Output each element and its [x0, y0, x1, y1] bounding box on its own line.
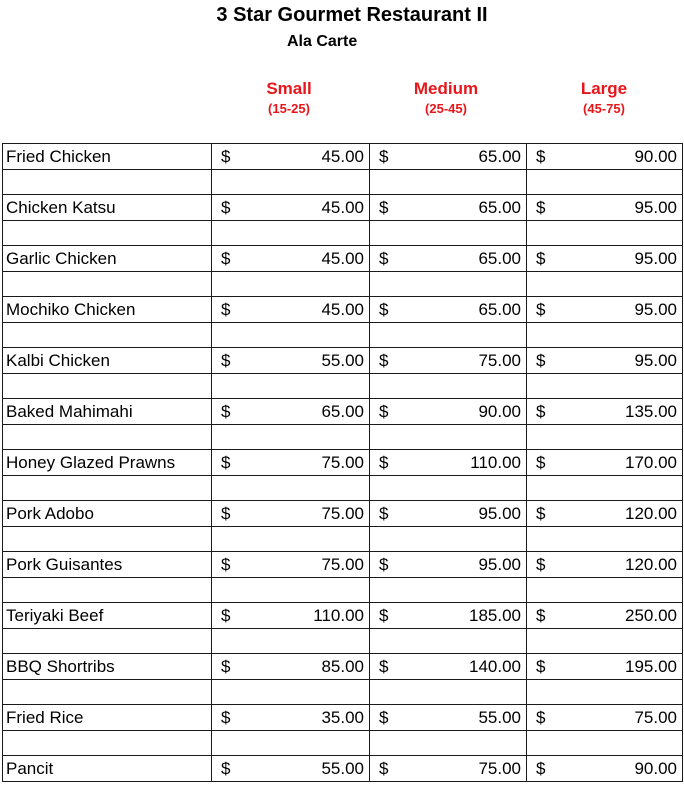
price-cell-small	[212, 195, 370, 221]
menu-subtitle: Ala Carte	[287, 33, 358, 50]
currency-symbol: $	[379, 198, 389, 217]
price-cell-medium	[370, 246, 527, 272]
empty-cell	[212, 170, 370, 195]
price-value: 120.00	[625, 504, 677, 523]
price-value: 75.00	[321, 504, 364, 523]
currency-symbol: $	[536, 504, 546, 523]
empty-cell	[3, 476, 212, 501]
empty-cell	[527, 221, 683, 246]
price-value: 95.00	[634, 351, 677, 370]
price-cell-large	[527, 501, 683, 527]
empty-cell	[3, 425, 212, 450]
price-value: 185.00	[469, 606, 521, 625]
price-value: 140.00	[469, 657, 521, 676]
currency-symbol: $	[221, 759, 231, 778]
currency-symbol: $	[379, 504, 389, 523]
currency-symbol: $	[379, 300, 389, 319]
menu-row	[3, 654, 683, 680]
price-value: 55.00	[321, 351, 364, 370]
empty-cell	[527, 374, 683, 399]
empty-cell	[212, 527, 370, 552]
currency-symbol: $	[379, 606, 389, 625]
currency-symbol: $	[221, 453, 231, 472]
empty-cell	[212, 272, 370, 297]
price-value: 250.00	[625, 606, 677, 625]
currency-symbol: $	[221, 504, 231, 523]
spacer-row	[3, 527, 683, 552]
price-value: 45.00	[321, 198, 364, 217]
price-cell-large	[527, 399, 683, 425]
price-value: 55.00	[321, 759, 364, 778]
empty-cell	[212, 629, 370, 654]
empty-cell	[212, 425, 370, 450]
currency-symbol: $	[536, 351, 546, 370]
menu-row	[3, 144, 683, 170]
price-value: 90.00	[634, 147, 677, 166]
price-cell-small	[212, 501, 370, 527]
price-cell-small	[212, 297, 370, 323]
currency-symbol: $	[379, 147, 389, 166]
spacer-row	[3, 170, 683, 195]
price-value: 35.00	[321, 708, 364, 727]
item-name: Mochiko Chicken	[3, 297, 212, 323]
price-value: 75.00	[478, 759, 521, 778]
size-name: Large	[580, 79, 628, 98]
price-value: 95.00	[478, 555, 521, 574]
empty-cell	[3, 527, 212, 552]
empty-cell	[3, 578, 212, 603]
empty-cell	[212, 731, 370, 756]
empty-cell	[370, 221, 527, 246]
currency-symbol: $	[221, 555, 231, 574]
currency-symbol: $	[379, 657, 389, 676]
item-name: Pork Guisantes	[3, 552, 212, 578]
empty-cell	[527, 476, 683, 501]
empty-cell	[527, 425, 683, 450]
menu-row	[3, 603, 683, 629]
price-value: 110.00	[313, 606, 364, 625]
menu-row	[3, 348, 683, 374]
currency-symbol: $	[536, 555, 546, 574]
price-table	[2, 143, 683, 782]
price-value: 170.00	[625, 453, 677, 472]
item-name: Chicken Katsu	[3, 195, 212, 221]
spacer-row	[3, 425, 683, 450]
price-table-body	[3, 144, 683, 782]
price-cell-medium	[370, 705, 527, 731]
price-value: 90.00	[634, 759, 677, 778]
empty-cell	[3, 680, 212, 705]
price-value: 65.00	[321, 402, 364, 421]
spacer-row	[3, 221, 683, 246]
price-cell-large	[527, 705, 683, 731]
empty-cell	[370, 680, 527, 705]
price-value: 195.00	[625, 657, 677, 676]
size-header-small	[209, 78, 369, 118]
price-cell-small	[212, 552, 370, 578]
price-cell-medium	[370, 654, 527, 680]
price-cell-large	[527, 195, 683, 221]
menu-row	[3, 246, 683, 272]
price-value: 95.00	[478, 504, 521, 523]
empty-cell	[527, 629, 683, 654]
currency-symbol: $	[221, 147, 231, 166]
size-header-large	[524, 78, 684, 118]
spacer-row	[3, 680, 683, 705]
empty-cell	[527, 272, 683, 297]
item-name: BBQ Shortribs	[3, 654, 212, 680]
price-value: 95.00	[634, 249, 677, 268]
currency-symbol: $	[536, 300, 546, 319]
spacer-row	[3, 629, 683, 654]
currency-symbol: $	[221, 657, 231, 676]
currency-symbol: $	[379, 249, 389, 268]
empty-cell	[212, 374, 370, 399]
price-cell-large	[527, 450, 683, 476]
price-cell-medium	[370, 603, 527, 629]
currency-symbol: $	[536, 759, 546, 778]
spacer-row	[3, 323, 683, 348]
size-range: (15-25)	[268, 101, 310, 116]
size-name: Medium	[413, 79, 479, 98]
currency-symbol: $	[536, 606, 546, 625]
menu-row	[3, 705, 683, 731]
price-value: 45.00	[321, 300, 364, 319]
empty-cell	[370, 425, 527, 450]
empty-cell	[212, 221, 370, 246]
currency-symbol: $	[221, 300, 231, 319]
empty-cell	[3, 272, 212, 297]
price-cell-medium	[370, 552, 527, 578]
empty-cell	[527, 680, 683, 705]
currency-symbol: $	[536, 249, 546, 268]
price-cell-large	[527, 654, 683, 680]
price-cell-small	[212, 654, 370, 680]
menu-row	[3, 195, 683, 221]
price-value: 75.00	[634, 708, 677, 727]
item-name: Pork Adobo	[3, 501, 212, 527]
size-header-medium	[366, 78, 526, 118]
price-value: 75.00	[321, 453, 364, 472]
price-cell-large	[527, 552, 683, 578]
price-cell-large	[527, 756, 683, 782]
price-value: 45.00	[321, 147, 364, 166]
price-value: 95.00	[634, 300, 677, 319]
currency-symbol: $	[536, 402, 546, 421]
empty-cell	[212, 323, 370, 348]
price-cell-medium	[370, 297, 527, 323]
item-name: Fried Rice	[3, 705, 212, 731]
currency-symbol: $	[379, 453, 389, 472]
currency-symbol: $	[536, 708, 546, 727]
price-cell-small	[212, 756, 370, 782]
price-value: 75.00	[478, 351, 521, 370]
empty-cell	[370, 476, 527, 501]
empty-cell	[212, 578, 370, 603]
empty-cell	[370, 731, 527, 756]
price-value: 135.00	[625, 402, 677, 421]
price-value: 75.00	[321, 555, 364, 574]
currency-symbol: $	[379, 555, 389, 574]
price-cell-medium	[370, 399, 527, 425]
price-value: 65.00	[478, 198, 521, 217]
price-cell-small	[212, 705, 370, 731]
menu-row	[3, 297, 683, 323]
currency-symbol: $	[379, 351, 389, 370]
empty-cell	[527, 170, 683, 195]
price-cell-large	[527, 246, 683, 272]
spacer-row	[3, 476, 683, 501]
price-value: 95.00	[634, 198, 677, 217]
currency-symbol: $	[536, 198, 546, 217]
menu-row	[3, 501, 683, 527]
price-cell-medium	[370, 144, 527, 170]
item-name: Garlic Chicken	[3, 246, 212, 272]
empty-cell	[212, 680, 370, 705]
price-value: 65.00	[478, 249, 521, 268]
empty-cell	[370, 323, 527, 348]
size-range: (25-45)	[425, 101, 467, 116]
spacer-row	[3, 578, 683, 603]
price-cell-medium	[370, 756, 527, 782]
price-value: 55.00	[478, 708, 521, 727]
price-value: 85.00	[321, 657, 364, 676]
empty-cell	[3, 221, 212, 246]
price-cell-large	[527, 603, 683, 629]
empty-cell	[527, 527, 683, 552]
price-value: 45.00	[321, 249, 364, 268]
item-name: Teriyaki Beef	[3, 603, 212, 629]
price-cell-small	[212, 144, 370, 170]
price-cell-medium	[370, 450, 527, 476]
item-name: Fried Chicken	[3, 144, 212, 170]
empty-cell	[370, 170, 527, 195]
price-value: 110.00	[470, 453, 521, 472]
currency-symbol: $	[221, 402, 231, 421]
price-cell-large	[527, 144, 683, 170]
empty-cell	[527, 731, 683, 756]
size-name: Small	[266, 79, 312, 98]
item-name: Honey Glazed Prawns	[3, 450, 212, 476]
currency-symbol: $	[536, 147, 546, 166]
menu-row	[3, 399, 683, 425]
currency-symbol: $	[221, 249, 231, 268]
currency-symbol: $	[221, 606, 231, 625]
item-name: Pancit	[3, 756, 212, 782]
currency-symbol: $	[379, 759, 389, 778]
currency-symbol: $	[536, 657, 546, 676]
size-range: (45-75)	[583, 101, 625, 116]
price-cell-large	[527, 297, 683, 323]
price-value: 120.00	[625, 555, 677, 574]
empty-cell	[370, 578, 527, 603]
spacer-row	[3, 272, 683, 297]
currency-symbol: $	[221, 351, 231, 370]
empty-cell	[3, 629, 212, 654]
empty-cell	[527, 323, 683, 348]
empty-cell	[3, 374, 212, 399]
empty-cell	[370, 272, 527, 297]
currency-symbol: $	[379, 402, 389, 421]
currency-symbol: $	[221, 708, 231, 727]
price-value: 65.00	[478, 147, 521, 166]
price-cell-small	[212, 450, 370, 476]
menu-row	[3, 756, 683, 782]
price-cell-small	[212, 348, 370, 374]
empty-cell	[3, 323, 212, 348]
empty-cell	[370, 374, 527, 399]
empty-cell	[3, 170, 212, 195]
item-name: Baked Mahimahi	[3, 399, 212, 425]
empty-cell	[370, 629, 527, 654]
price-cell-medium	[370, 348, 527, 374]
menu-row	[3, 552, 683, 578]
price-value: 90.00	[478, 402, 521, 421]
price-cell-large	[527, 348, 683, 374]
price-cell-medium	[370, 195, 527, 221]
currency-symbol: $	[379, 708, 389, 727]
price-cell-small	[212, 399, 370, 425]
menu-row	[3, 450, 683, 476]
price-cell-medium	[370, 501, 527, 527]
currency-symbol: $	[536, 453, 546, 472]
spacer-row	[3, 374, 683, 399]
empty-cell	[370, 527, 527, 552]
spacer-row	[3, 731, 683, 756]
currency-symbol: $	[221, 198, 231, 217]
empty-cell	[3, 731, 212, 756]
price-cell-small	[212, 246, 370, 272]
item-name: Kalbi Chicken	[3, 348, 212, 374]
empty-cell	[212, 476, 370, 501]
restaurant-title: 3 Star Gourmet Restaurant II	[216, 4, 488, 26]
empty-cell	[527, 578, 683, 603]
price-value: 65.00	[478, 300, 521, 319]
price-cell-small	[212, 603, 370, 629]
